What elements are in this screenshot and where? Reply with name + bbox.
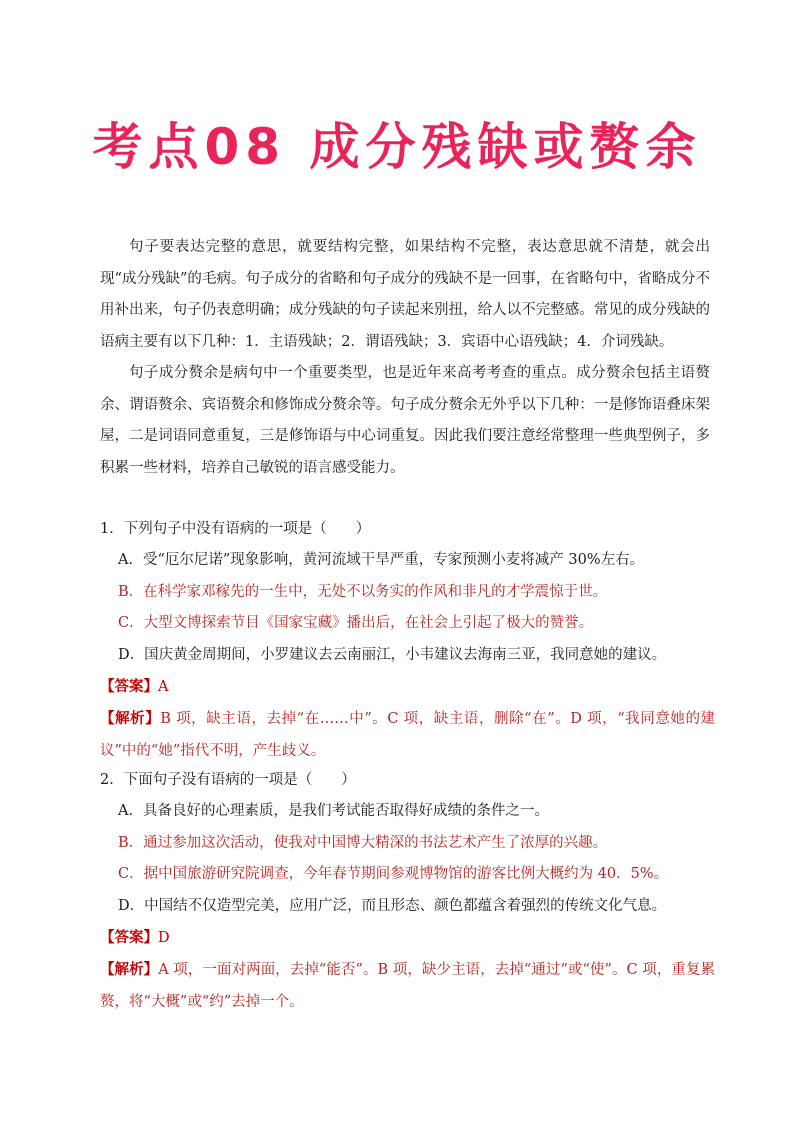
option-a: A．具备良好的心理素质，是我们考试能否取得好成绩的条件之一。 [118,803,549,819]
answer-label: 【答案】 [100,678,158,695]
analysis-label: 【解析】 [100,710,161,727]
analysis-text: A 项，一面对两面，去掉“能否”。B 项，缺少主语，去掉“通过”或“使”。C 项，重复累赘，将“大概”或“约”去掉一个。 [100,962,716,1010]
analysis-line [100,703,715,767]
option-d: D．国庆黄金周期间，小罗建议去云南丽江，小韦建议去海南三亚，我同意她的建议。 [118,646,667,663]
intro-paragraph: 句子成分赘余是病句中一个重要类型，也是近年来高考考查的重点。成分赘余包括主语赘余、谓语赘余、宾语赘余和修饰成分赘余等。句子成分赘余无外乎以下几种：一是修饰语叠床架屋，二是词语同意重复，三是修饰语与中心词重复。因此我们要注意经常整理一些典型例子，多积累一些材料，培养自己敏锐的语言感受能力。 [100,365,710,476]
answer-line [100,922,715,954]
question-2 [100,764,715,1018]
analysis-text: B 项，缺主语，去掉“在……中”。C 项，缺主语，删除“在”。D 项，“我同意她的建议”中的“她”指代不明，产生歧义。 [100,711,716,759]
option-d: D．中国结不仅造型完美，应用广泛，而且形态、颜色都蕴含着强烈的传统文化气息。 [118,897,667,914]
option-b: B．在科学家邓稼先的一生中，无处不以务实的作风和非凡的才学震惊于世。 [118,583,608,600]
option-b: B．通过参加这次活动，使我对中国博大精深的书法艺术产生了浓厚的兴趣。 [118,834,608,851]
question-1 [100,513,715,767]
analysis-line [100,954,715,1018]
intro-paragraph: 句子要表达完整的意思，就要结构完整，如果结构不完整，表达意思就不清楚，就会出现“成分残缺”的毛病。句子成分的省略和句子成分的残缺不是一回事，在省略句中，省略成分不用补出来，句子仍表意明确；成分残缺的句子读起来别扭，给人以不完整感。常见的成分残缺的语病主要有以下几种：1．主语残缺；2．谓语残缺；3．宾语中心语残缺；4．介词残缺。 [100,239,710,350]
option-c: C．据中国旅游研究院调查，今年春节期间参观博物馆的游客比例大概约为 40．5%。 [118,866,669,882]
analysis-label: 【解析】 [100,961,159,978]
option-a: A．受“厄尔尼诺”现象影响，黄河流域干旱严重，专家预测小麦将减产 30%左右。 [118,552,645,568]
question-stem: 2．下面句子没有语病的一项是（ ） [100,772,356,788]
answer-line [100,671,715,703]
page-title: 考点08 成分残缺或赘余 [92,118,702,176]
answer-value: D [158,930,170,946]
question-stem: 1．下列句子中没有语病的一项是（ ） [100,521,371,537]
option-c: C．大型文博探索节目《国家宝藏》播出后，在社会上引起了极大的赞誉。 [118,615,594,631]
answer-value: A [158,679,169,695]
intro-section [100,232,710,484]
answer-label: 【答案】 [100,929,158,946]
